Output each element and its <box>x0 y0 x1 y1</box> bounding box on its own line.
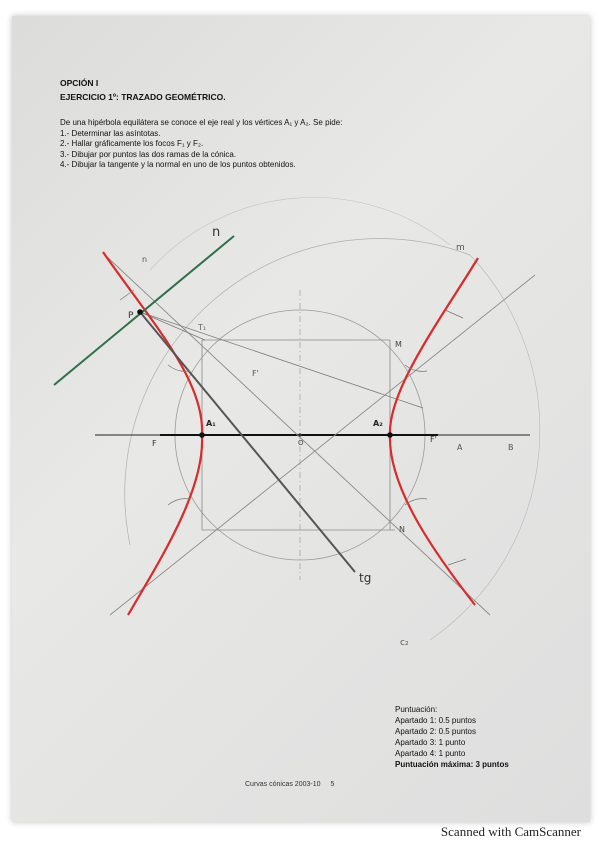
score-line: Apartado 1: 0.5 puntos <box>395 716 476 725</box>
score-box <box>395 704 509 770</box>
label-a: A <box>457 443 463 452</box>
arc-mark <box>120 290 134 300</box>
construction-arc-outer-right <box>430 255 540 640</box>
label-m: m <box>456 243 465 253</box>
label-tg: tg <box>359 571 372 585</box>
footer-course: Curvas cónicas 2003-10 <box>245 781 321 788</box>
asymptote-2 <box>110 275 535 615</box>
label-p: P <box>128 311 134 321</box>
vertex-a1-point <box>199 432 205 438</box>
center-point <box>298 433 301 436</box>
label-a1: A₁ <box>206 419 216 428</box>
label-c2: c₂ <box>400 638 409 648</box>
label-b: B <box>508 443 514 452</box>
label-m-point: M <box>395 340 402 349</box>
score-max: Puntuación máxima: 3 puntos <box>395 760 509 769</box>
label-n-point: N <box>399 525 405 534</box>
label-n-small: n <box>142 255 148 264</box>
label-n-big: n <box>212 225 221 240</box>
scanner-watermark: Scanned with CamScanner <box>440 824 581 839</box>
label-a2: A₂ <box>373 419 383 428</box>
label-f: F <box>152 439 157 448</box>
statement-item: 3.- Dibujar por puntos las dos ramas de la cónica. <box>60 149 237 159</box>
tangent-line <box>140 312 355 572</box>
score-title: Puntuación: <box>395 705 438 714</box>
arc-mark <box>448 559 466 565</box>
construction-arc-top <box>150 197 450 270</box>
point-p <box>137 309 143 315</box>
score-line: Apartado 4: 1 punto <box>395 749 466 758</box>
score-line: Apartado 3: 1 punto <box>395 738 466 747</box>
exercise-title: EJERCICIO 1º: TRAZADO GEOMÉTRICO. <box>60 92 226 102</box>
score-line: Apartado 2: 0.5 puntos <box>395 727 476 736</box>
statement-item: 4.- Dibujar la tangente y la normal en uno de los puntos obtenidos. <box>60 160 296 170</box>
page-footer <box>245 781 334 788</box>
label-o: O <box>298 439 304 447</box>
hyperbola-right-branch <box>390 258 478 605</box>
option-title: OPCIÓN I <box>60 78 99 88</box>
vertex-a2-point <box>387 432 393 438</box>
label-f-upper: F' <box>252 369 259 378</box>
label-t1: T₁ <box>198 323 207 332</box>
page-number: 5 <box>330 781 335 788</box>
statement-item: 2.- Hallar gráficamente los focos F₁ y F₂. <box>60 139 204 149</box>
arc-mark <box>445 310 463 318</box>
label-f-prime: F' <box>430 435 437 444</box>
hyperbola-left-branch <box>103 252 202 615</box>
statement-intro: De una hipérbola equilátera se conoce el eje real y los vértices A₁ y A₂. Se pide: <box>60 118 343 127</box>
statement-item: 1.- Determinar las asíntotas. <box>60 128 161 138</box>
